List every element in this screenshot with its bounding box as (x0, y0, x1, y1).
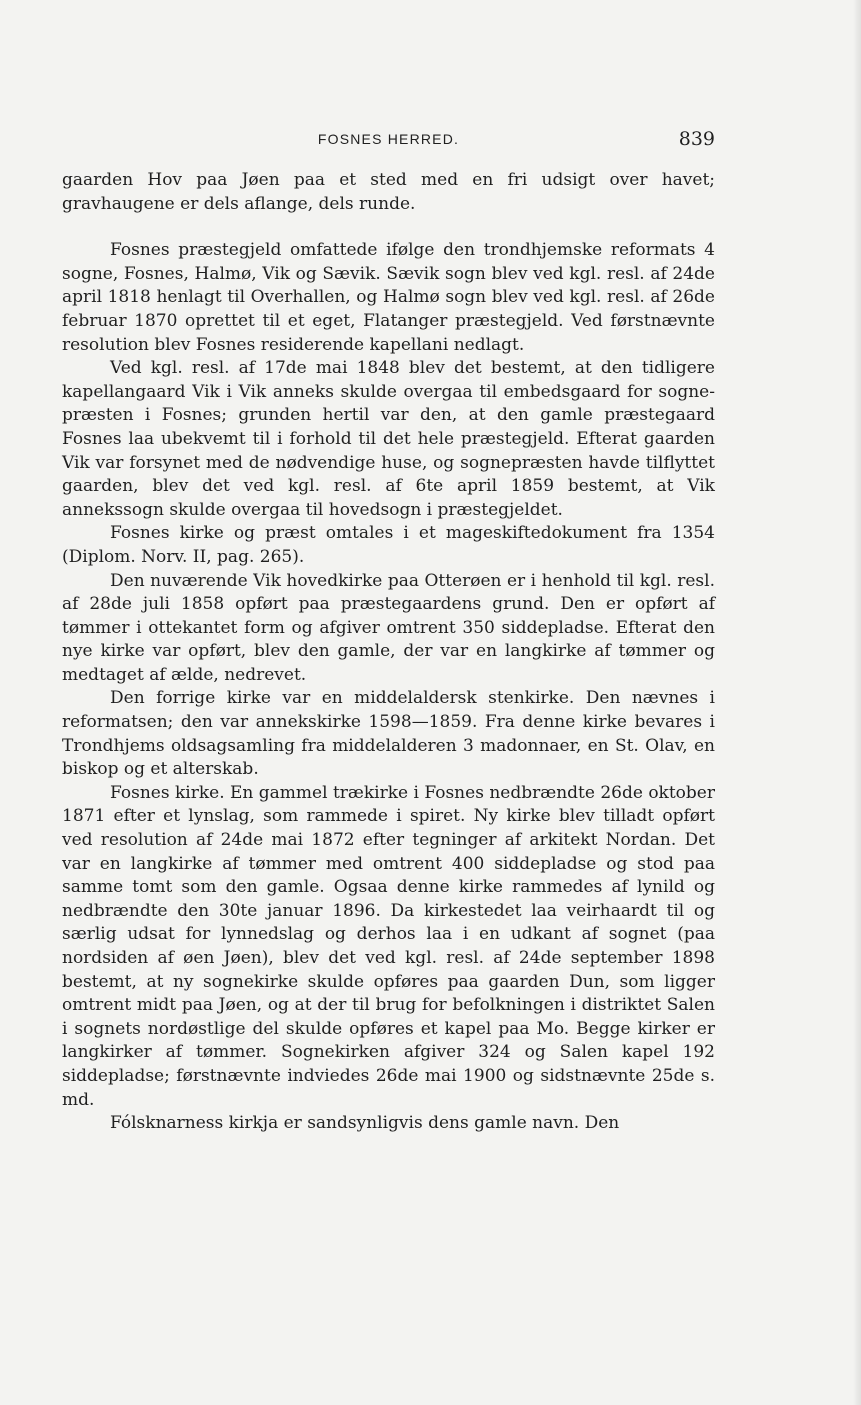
paragraph-1: gaarden Hov paa Jøen paa et sted med en fri udsigt over havet; gravhaugene er dels aflange, dels runde. (62, 170, 715, 214)
page-number: 839 (678, 128, 715, 150)
paragraph-3: Ved kgl. resl. af 17de mai 1848 blev det bestemt, at den tidligere kapellangaard Vik i Vik anneks skulde overgaa til embedsgaard for sognepræsten i Fosnes; grunden hertil var den, at den gamle præstegaard Fosnes laa ubekvemt til i forhold til det hele præstegjeld. Efterat gaarden Vik var forsynet med de nødvendige huse, og sognepræsten havde tilflyttet gaarden, blev det ved kgl. resl. af 6te april 1859 bestemt, at Vik annekssogn skulde overgaa til hovedsogn i præstegjeldet. (62, 358, 715, 520)
paragraph-4: Fosnes kirke og præst omtales i et mageskiftedokument fra 1354 (Diplom. Norv. II, pag. 265). (62, 523, 715, 567)
paragraph-5: Den nuværende Vik hovedkirke paa Otterøen er i henhold til kgl. resl. af 28de juli 1858 opført paa præstegaardens grund. Den er opført af tømmer i ottekantet form og afgiver omtrent 350 siddepladse. Efterat den nye kirke var opført, blev den gamle, der var en langkirke af tømmer og medtaget af ælde, nedrevet. (62, 570, 715, 685)
page-title: FOSNES HERRED. (317, 131, 460, 147)
page-edge-shadow (853, 0, 861, 1405)
running-head (62, 127, 715, 151)
paragraph-2: Fosnes præstegjeld omfattede ifølge den trondhjemske reformats 4 sogne, Fosnes, Halmø, Vik og Sævik. Sævik sogn blev ved kgl. resl. af 24de april 1818 henlagt til Overhallen, og Halmø sogn blev ved kgl. resl. af 26de februar 1870 oprettet til et eget, Flatanger præstegjeld. Ved førstnævnte resolution blev Fosnes residerende kapellani nedlagt. (62, 240, 715, 355)
body-text (62, 169, 715, 1136)
paragraph-8: Fólsknarness kirkja er sandsynligvis dens gamle navn. Den (110, 1113, 620, 1134)
paragraph-7: Fosnes kirke. En gammel trækirke i Fosnes nedbrændte 26de oktober 1871 efter et lynslag, som rammede i spiret. Ny kirke blev tilladt opført ved resolution af 24de mai 1872 efter tegninger af arkitekt Nordan. Det var en langkirke af tømmer med omtrent 400 siddepladse og stod paa samme tomt som den gamle. Ogsaa denne kirke rammedes af lynild og nedbrændte den 30te januar 1896. Da kirkestedet laa veirhaardt til og særlig udsat for lynnedslag og derhos laa i en udkant af sognet (paa nordsiden af øen Jøen), blev det ved kgl. resl. af 24de september 1898 bestemt, at ny sognekirke skulde opføres paa gaarden Dun, som ligger omtrent midt paa Jøen, og at der til brug for befolkningen i distriktet Salen i sognets nordøstlige del skulde opføres et kapel paa Mo. Begge kirker er langkirker af tømmer. Sognekirken afgiver 324 og Salen kapel 192 siddepladse; førstnævnte indviedes 26de mai 1900 og sidstnævnte 25de s. md. (62, 782, 715, 1110)
paragraph-6: Den forrige kirke var en middelaldersk stenkirke. Den nævnes i reformatsen; den var annekskirke 1598—1859. Fra denne kirke bevares i Trondhjems oldsagsamling fra middelalderen 3 madonnaer, en St. Olav, en biskop og et alterskab. (62, 688, 715, 780)
